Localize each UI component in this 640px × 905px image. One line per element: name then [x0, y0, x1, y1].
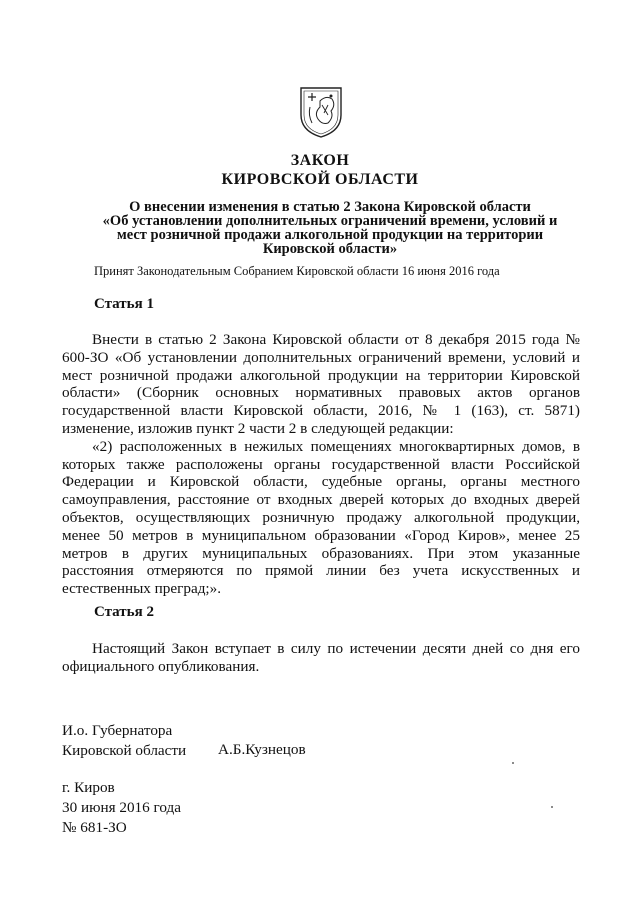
scan-speck [512, 762, 514, 764]
document-title-region: КИРОВСКОЙ ОБЛАСТИ [221, 171, 419, 188]
article-1-paragraph: Внести в статью 2 Закона Кировской области от 8 декабря 2015 года № 600-ЗО «Об установлении дополнительных ограничений времени, условий и мест розничной продажи алкогольной продукции на территории Кировской области» (Сборник основных нормативных правовых актов органов государственной власти Кировской области, 2016, № 1 (163), ст. 5871) изменение, изложив пункт 2 части 2 в следующей редакции: [62, 331, 580, 437]
kirov-region-coat-of-arms-icon [298, 85, 344, 139]
law-number: № 681-ЗО [62, 819, 127, 836]
signing-city: г. Киров [62, 779, 115, 796]
document-title: ЗАКОН [290, 152, 350, 169]
law-subject-line: «Об установлении дополнительных ограничений времени, условий и [102, 213, 558, 229]
place-date-number [62, 778, 181, 838]
signing-date: 30 июня 2016 года [62, 799, 182, 816]
article-2-body [62, 640, 580, 676]
article-1-heading: Статья 1 [94, 296, 154, 312]
law-subject [90, 200, 570, 256]
signatory-title-line: Кировской области [62, 742, 187, 759]
article-1-quoted-paragraph: «2) расположенных в нежилых помещениях многоквартирных домов, в которых также расположены органы государственной власти Российской Федерации и Кировской области, судебные органы, органы местного самоуправления, расстояние от входных дверей которых до входных дверей объектов, осуществляющих розничную продажу алкогольной продукции, менее 50 метров в муниципальном образовании «Город Киров», менее 25 метров в других муниципальных образованиях. При этом указанные расстояния отмеряются по прямой линии без учета искусственных и естественных преград;». [62, 437, 580, 598]
law-subject-line: О внесении изменения в статью 2 Закона Кировской области [129, 199, 531, 215]
signatory-title [62, 721, 186, 761]
article-2-paragraph: Настоящий Закон вступает в силу по истечении десяти дней со дня его официального опубликования. [62, 640, 580, 675]
adoption-note: Принят Законодательным Собранием Кировской области 16 июня 2016 года [94, 264, 500, 278]
article-2-heading: Статья 2 [94, 604, 154, 620]
law-subject-line: мест розничной продажи алкогольной продукции на территории [116, 227, 544, 243]
scan-speck [551, 806, 553, 808]
article-1-body [62, 331, 580, 598]
signatory-name: А.Б.Кузнецов [218, 741, 306, 758]
signatory-title-line: И.о. Губернатора [62, 722, 173, 739]
law-subject-line: Кировской области» [262, 241, 398, 257]
